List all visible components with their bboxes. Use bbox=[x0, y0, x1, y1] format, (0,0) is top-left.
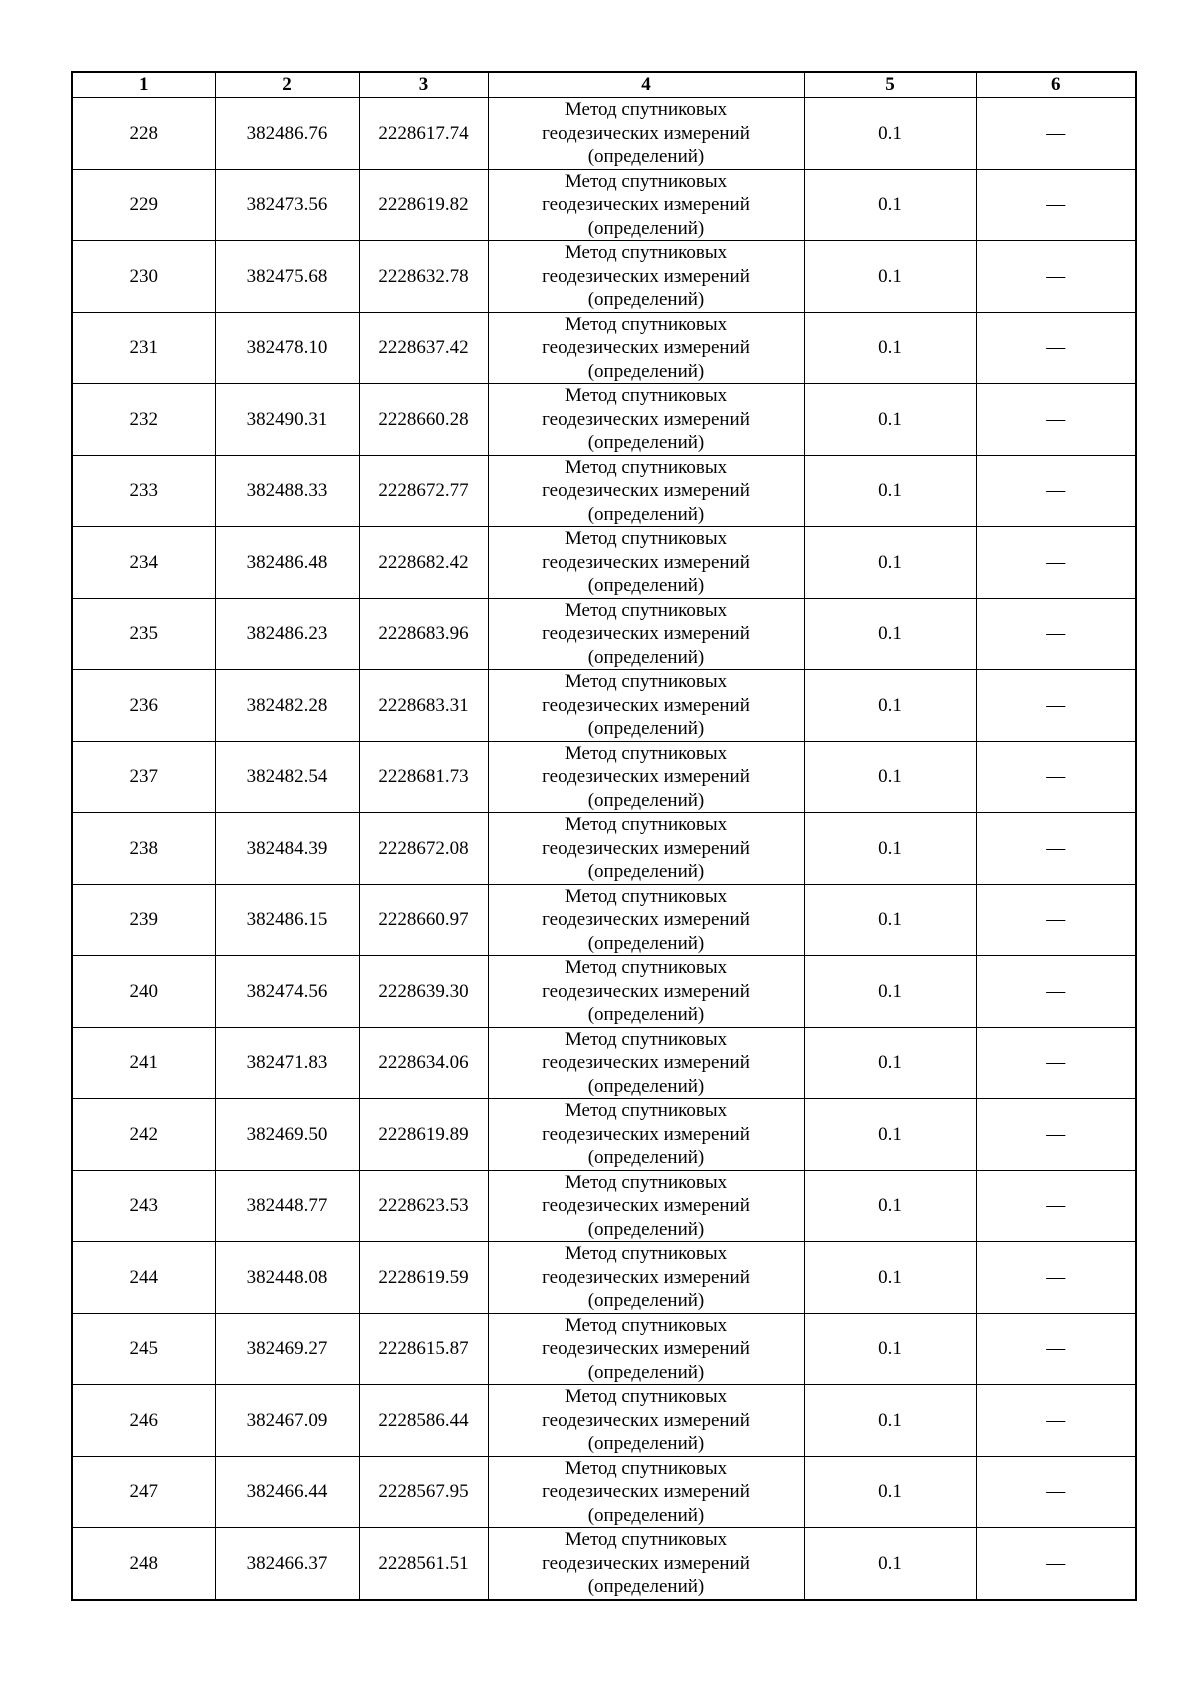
header-cell-col-3: 3 bbox=[359, 72, 488, 98]
method-text-line: (определений) bbox=[587, 646, 705, 668]
coordinate-x-cell: 382475.68 bbox=[215, 241, 359, 313]
note-cell: — bbox=[976, 1027, 1136, 1099]
precision-cell: 0.1 bbox=[804, 598, 976, 670]
table-row bbox=[72, 169, 1136, 241]
coordinate-x-cell: 382466.44 bbox=[215, 1456, 359, 1528]
coordinate-x-cell: 382467.09 bbox=[215, 1385, 359, 1457]
method-text-line: (определений) bbox=[587, 932, 705, 954]
table-row bbox=[72, 1313, 1136, 1385]
method-text-line: геодезических измерений bbox=[542, 1552, 750, 1574]
precision-cell: 0.1 bbox=[804, 1027, 976, 1099]
method-cell bbox=[488, 1385, 804, 1457]
coordinate-y-cell: 2228672.77 bbox=[359, 455, 488, 527]
note-cell: — bbox=[976, 1528, 1136, 1600]
table-row bbox=[72, 956, 1136, 1028]
method-text-line: (определений) bbox=[587, 1004, 705, 1025]
precision-cell: 0.1 bbox=[804, 1385, 976, 1457]
precision-cell: 0.1 bbox=[804, 1099, 976, 1171]
method-text-line: геодезических измерений bbox=[542, 551, 750, 573]
method-cell bbox=[488, 1099, 804, 1171]
coordinate-x-cell: 382488.33 bbox=[215, 455, 359, 527]
method-text-line: (определений) bbox=[587, 861, 705, 882]
method-text-line: Метод спутниковых bbox=[564, 1171, 728, 1193]
method-text-line: (определений) bbox=[587, 1361, 705, 1383]
note-cell: — bbox=[976, 241, 1136, 313]
coordinate-y-cell: 2228683.96 bbox=[359, 598, 488, 670]
precision-cell: 0.1 bbox=[804, 813, 976, 885]
table-row bbox=[72, 1528, 1136, 1600]
method-cell bbox=[488, 598, 804, 670]
method-text-line: геодезических измерений bbox=[542, 1481, 750, 1502]
table-row bbox=[72, 884, 1136, 956]
coordinate-y-cell: 2228683.31 bbox=[359, 670, 488, 742]
coordinate-x-cell: 382486.76 bbox=[215, 98, 359, 170]
point-number-cell: 239 bbox=[72, 884, 215, 956]
method-text-line: (определений) bbox=[587, 217, 705, 239]
coordinate-x-cell: 382448.77 bbox=[215, 1170, 359, 1242]
table-row bbox=[72, 1385, 1136, 1457]
note-cell: — bbox=[976, 1170, 1136, 1242]
coordinate-x-cell: 382448.08 bbox=[215, 1242, 359, 1314]
method-text-line: (определений) bbox=[587, 503, 705, 525]
table-row bbox=[72, 1456, 1136, 1528]
table-row bbox=[72, 98, 1136, 170]
precision-cell: 0.1 bbox=[804, 1528, 976, 1600]
method-text-line: геодезических измерений bbox=[542, 265, 750, 287]
precision-cell: 0.1 bbox=[804, 312, 976, 384]
coordinate-x-cell: 382486.23 bbox=[215, 598, 359, 670]
method-text-line: геодезических измерений bbox=[542, 122, 750, 144]
coordinate-y-cell: 2228619.82 bbox=[359, 169, 488, 241]
note-cell: — bbox=[976, 455, 1136, 527]
table-row bbox=[72, 455, 1136, 527]
coordinate-y-cell: 2228634.06 bbox=[359, 1027, 488, 1099]
table-row bbox=[72, 241, 1136, 313]
method-cell bbox=[488, 884, 804, 956]
method-text-line: (определений) bbox=[587, 789, 705, 811]
coordinate-y-cell: 2228681.73 bbox=[359, 741, 488, 813]
precision-cell: 0.1 bbox=[804, 527, 976, 599]
method-cell bbox=[488, 1242, 804, 1314]
method-text-line: Метод спутниковых bbox=[564, 1529, 728, 1550]
point-number-cell: 245 bbox=[72, 1313, 215, 1385]
coordinate-y-cell: 2228619.59 bbox=[359, 1242, 488, 1314]
table-header bbox=[72, 72, 1136, 98]
note-cell: — bbox=[976, 670, 1136, 742]
point-number-cell: 241 bbox=[72, 1027, 215, 1099]
point-number-cell: 229 bbox=[72, 169, 215, 241]
method-cell bbox=[488, 956, 804, 1028]
coordinate-y-cell: 2228639.30 bbox=[359, 956, 488, 1028]
point-number-cell: 236 bbox=[72, 670, 215, 742]
coordinate-x-cell: 382482.54 bbox=[215, 741, 359, 813]
precision-cell: 0.1 bbox=[804, 1456, 976, 1528]
precision-cell: 0.1 bbox=[804, 884, 976, 956]
header-cell-col-2: 2 bbox=[215, 72, 359, 98]
precision-cell: 0.1 bbox=[804, 741, 976, 813]
method-text-line: геодезических измерений bbox=[542, 837, 750, 859]
method-text-line: (определений) bbox=[587, 1075, 705, 1097]
method-cell bbox=[488, 670, 804, 742]
coordinate-x-cell: 382486.15 bbox=[215, 884, 359, 956]
method-cell bbox=[488, 1313, 804, 1385]
document-page bbox=[71, 71, 1135, 1601]
header-cell-col-5: 5 bbox=[804, 72, 976, 98]
table-row bbox=[72, 312, 1136, 384]
point-number-cell: 247 bbox=[72, 1456, 215, 1528]
point-number-cell: 237 bbox=[72, 741, 215, 813]
coordinate-x-cell: 382484.39 bbox=[215, 813, 359, 885]
coordinate-x-cell: 382466.37 bbox=[215, 1528, 359, 1600]
method-text-line: (определений) bbox=[587, 575, 705, 596]
method-text-line: геодезических измерений bbox=[542, 623, 750, 644]
table-row bbox=[72, 598, 1136, 670]
point-number-cell: 235 bbox=[72, 598, 215, 670]
coordinate-y-cell: 2228637.42 bbox=[359, 312, 488, 384]
point-number-cell: 233 bbox=[72, 455, 215, 527]
coordinate-x-cell: 382469.50 bbox=[215, 1099, 359, 1171]
note-cell: — bbox=[976, 956, 1136, 1028]
method-text-line: (определений) bbox=[587, 360, 705, 382]
method-text-line: Метод спутниковых bbox=[564, 1028, 728, 1050]
method-text-line: Метод спутниковых bbox=[564, 528, 728, 549]
method-cell bbox=[488, 741, 804, 813]
coordinate-y-cell: 2228660.28 bbox=[359, 384, 488, 456]
precision-cell: 0.1 bbox=[804, 455, 976, 527]
method-text-line: геодезических измерений bbox=[542, 980, 750, 1002]
table-row bbox=[72, 813, 1136, 885]
note-cell: — bbox=[976, 884, 1136, 956]
method-text-line: (определений) bbox=[587, 432, 705, 453]
point-number-cell: 234 bbox=[72, 527, 215, 599]
method-text-line: геодезических измерений bbox=[542, 1266, 750, 1288]
coordinate-x-cell: 382474.56 bbox=[215, 956, 359, 1028]
method-text-line: геодезических измерений bbox=[542, 194, 750, 215]
precision-cell: 0.1 bbox=[804, 670, 976, 742]
method-text-line: геодезических измерений bbox=[542, 1338, 750, 1359]
coordinate-y-cell: 2228660.97 bbox=[359, 884, 488, 956]
method-cell bbox=[488, 1170, 804, 1242]
point-number-cell: 230 bbox=[72, 241, 215, 313]
table-row bbox=[72, 741, 1136, 813]
precision-cell: 0.1 bbox=[804, 956, 976, 1028]
point-number-cell: 246 bbox=[72, 1385, 215, 1457]
method-text-line: Метод спутниковых bbox=[564, 313, 728, 335]
header-cell-col-6: 6 bbox=[976, 72, 1136, 98]
table-row bbox=[72, 1170, 1136, 1242]
precision-cell: 0.1 bbox=[804, 169, 976, 241]
method-text-line: (определений) bbox=[587, 146, 705, 167]
coordinate-x-cell: 382482.28 bbox=[215, 670, 359, 742]
coordinate-x-cell: 382486.48 bbox=[215, 527, 359, 599]
point-number-cell: 231 bbox=[72, 312, 215, 384]
method-cell bbox=[488, 813, 804, 885]
method-text-line: Метод спутниковых bbox=[564, 99, 728, 120]
note-cell: — bbox=[976, 598, 1136, 670]
note-cell: — bbox=[976, 813, 1136, 885]
method-text-line: Метод спутниковых bbox=[564, 599, 728, 621]
method-text-line: геодезических измерений bbox=[542, 909, 750, 930]
method-text-line: геодезических измерений bbox=[542, 1195, 750, 1216]
method-cell bbox=[488, 527, 804, 599]
coordinate-y-cell: 2228632.78 bbox=[359, 241, 488, 313]
header-cell-col-4: 4 bbox=[488, 72, 804, 98]
coordinate-y-cell: 2228561.51 bbox=[359, 1528, 488, 1600]
table-row bbox=[72, 1242, 1136, 1314]
precision-cell: 0.1 bbox=[804, 1313, 976, 1385]
method-text-line: Метод спутниковых bbox=[564, 385, 728, 406]
point-number-cell: 238 bbox=[72, 813, 215, 885]
table-body bbox=[72, 98, 1136, 1600]
method-text-line: геодезических измерений bbox=[542, 1409, 750, 1431]
method-text-line: (определений) bbox=[587, 1576, 705, 1597]
method-text-line: геодезических измерений bbox=[542, 408, 750, 430]
method-cell bbox=[488, 455, 804, 527]
point-number-cell: 243 bbox=[72, 1170, 215, 1242]
table-row bbox=[72, 670, 1136, 742]
note-cell: — bbox=[976, 384, 1136, 456]
method-cell bbox=[488, 1528, 804, 1600]
method-text-line: (определений) bbox=[587, 289, 705, 310]
note-cell: — bbox=[976, 1456, 1136, 1528]
coordinate-y-cell: 2228567.95 bbox=[359, 1456, 488, 1528]
method-cell bbox=[488, 384, 804, 456]
header-row bbox=[72, 72, 1136, 98]
method-text-line: Метод спутниковых bbox=[564, 1386, 728, 1407]
note-cell: — bbox=[976, 312, 1136, 384]
method-text-line: Метод спутниковых bbox=[564, 1314, 728, 1336]
coordinate-x-cell: 382469.27 bbox=[215, 1313, 359, 1385]
coordinate-x-cell: 382473.56 bbox=[215, 169, 359, 241]
method-text-line: (определений) bbox=[587, 1504, 705, 1526]
coordinate-x-cell: 382478.10 bbox=[215, 312, 359, 384]
method-cell bbox=[488, 98, 804, 170]
method-text-line: Метод спутниковых bbox=[564, 885, 728, 907]
method-text-line: (определений) bbox=[587, 1290, 705, 1311]
method-text-line: (определений) bbox=[587, 718, 705, 739]
method-text-line: (определений) bbox=[587, 1218, 705, 1240]
point-number-cell: 232 bbox=[72, 384, 215, 456]
method-text-line: Метод спутниковых bbox=[564, 1243, 728, 1264]
header-cell-col-1: 1 bbox=[72, 72, 215, 98]
method-text-line: (определений) bbox=[587, 1433, 705, 1454]
method-text-line: геодезических измерений bbox=[542, 480, 750, 501]
method-text-line: Метод спутниковых bbox=[564, 671, 728, 692]
precision-cell: 0.1 bbox=[804, 98, 976, 170]
method-text-line: Метод спутниковых bbox=[564, 242, 728, 263]
precision-cell: 0.1 bbox=[804, 384, 976, 456]
method-text-line: Метод спутниковых bbox=[564, 170, 728, 192]
note-cell: — bbox=[976, 527, 1136, 599]
note-cell: — bbox=[976, 741, 1136, 813]
coordinate-y-cell: 2228682.42 bbox=[359, 527, 488, 599]
method-text-line: Метод спутниковых bbox=[564, 957, 728, 978]
method-text-line: геодезических измерений bbox=[542, 1052, 750, 1073]
method-text-line: Метод спутниковых bbox=[564, 814, 728, 835]
method-text-line: Метод спутниковых bbox=[564, 1100, 728, 1121]
coordinate-x-cell: 382471.83 bbox=[215, 1027, 359, 1099]
table-row bbox=[72, 527, 1136, 599]
point-number-cell: 240 bbox=[72, 956, 215, 1028]
precision-cell: 0.1 bbox=[804, 1242, 976, 1314]
method-text-line: Метод спутниковых bbox=[564, 742, 728, 764]
note-cell: — bbox=[976, 1099, 1136, 1171]
method-cell bbox=[488, 169, 804, 241]
note-cell: — bbox=[976, 98, 1136, 170]
method-cell bbox=[488, 1456, 804, 1528]
point-number-cell: 228 bbox=[72, 98, 215, 170]
method-cell bbox=[488, 312, 804, 384]
coordinate-y-cell: 2228615.87 bbox=[359, 1313, 488, 1385]
point-number-cell: 242 bbox=[72, 1099, 215, 1171]
coordinate-y-cell: 2228586.44 bbox=[359, 1385, 488, 1457]
precision-cell: 0.1 bbox=[804, 1170, 976, 1242]
point-number-cell: 244 bbox=[72, 1242, 215, 1314]
method-cell bbox=[488, 241, 804, 313]
coordinate-y-cell: 2228619.89 bbox=[359, 1099, 488, 1171]
method-text-line: Метод спутниковых bbox=[564, 456, 728, 478]
table-row bbox=[72, 1099, 1136, 1171]
method-text-line: геодезических измерений bbox=[542, 1123, 750, 1145]
table-row bbox=[72, 1027, 1136, 1099]
note-cell: — bbox=[976, 1313, 1136, 1385]
coordinate-y-cell: 2228623.53 bbox=[359, 1170, 488, 1242]
coordinate-y-cell: 2228617.74 bbox=[359, 98, 488, 170]
method-text-line: (определений) bbox=[587, 1147, 705, 1168]
coordinates-table bbox=[71, 71, 1137, 1601]
note-cell: — bbox=[976, 1385, 1136, 1457]
coordinate-x-cell: 382490.31 bbox=[215, 384, 359, 456]
precision-cell: 0.1 bbox=[804, 241, 976, 313]
method-text-line: Метод спутниковых bbox=[564, 1457, 728, 1479]
point-number-cell: 248 bbox=[72, 1528, 215, 1600]
method-text-line: геодезических измерений bbox=[542, 337, 750, 358]
coordinate-y-cell: 2228672.08 bbox=[359, 813, 488, 885]
note-cell: — bbox=[976, 1242, 1136, 1314]
method-text-line: геодезических измерений bbox=[542, 694, 750, 716]
method-cell bbox=[488, 1027, 804, 1099]
method-text-line: геодезических измерений bbox=[542, 766, 750, 787]
note-cell: — bbox=[976, 169, 1136, 241]
table-row bbox=[72, 384, 1136, 456]
